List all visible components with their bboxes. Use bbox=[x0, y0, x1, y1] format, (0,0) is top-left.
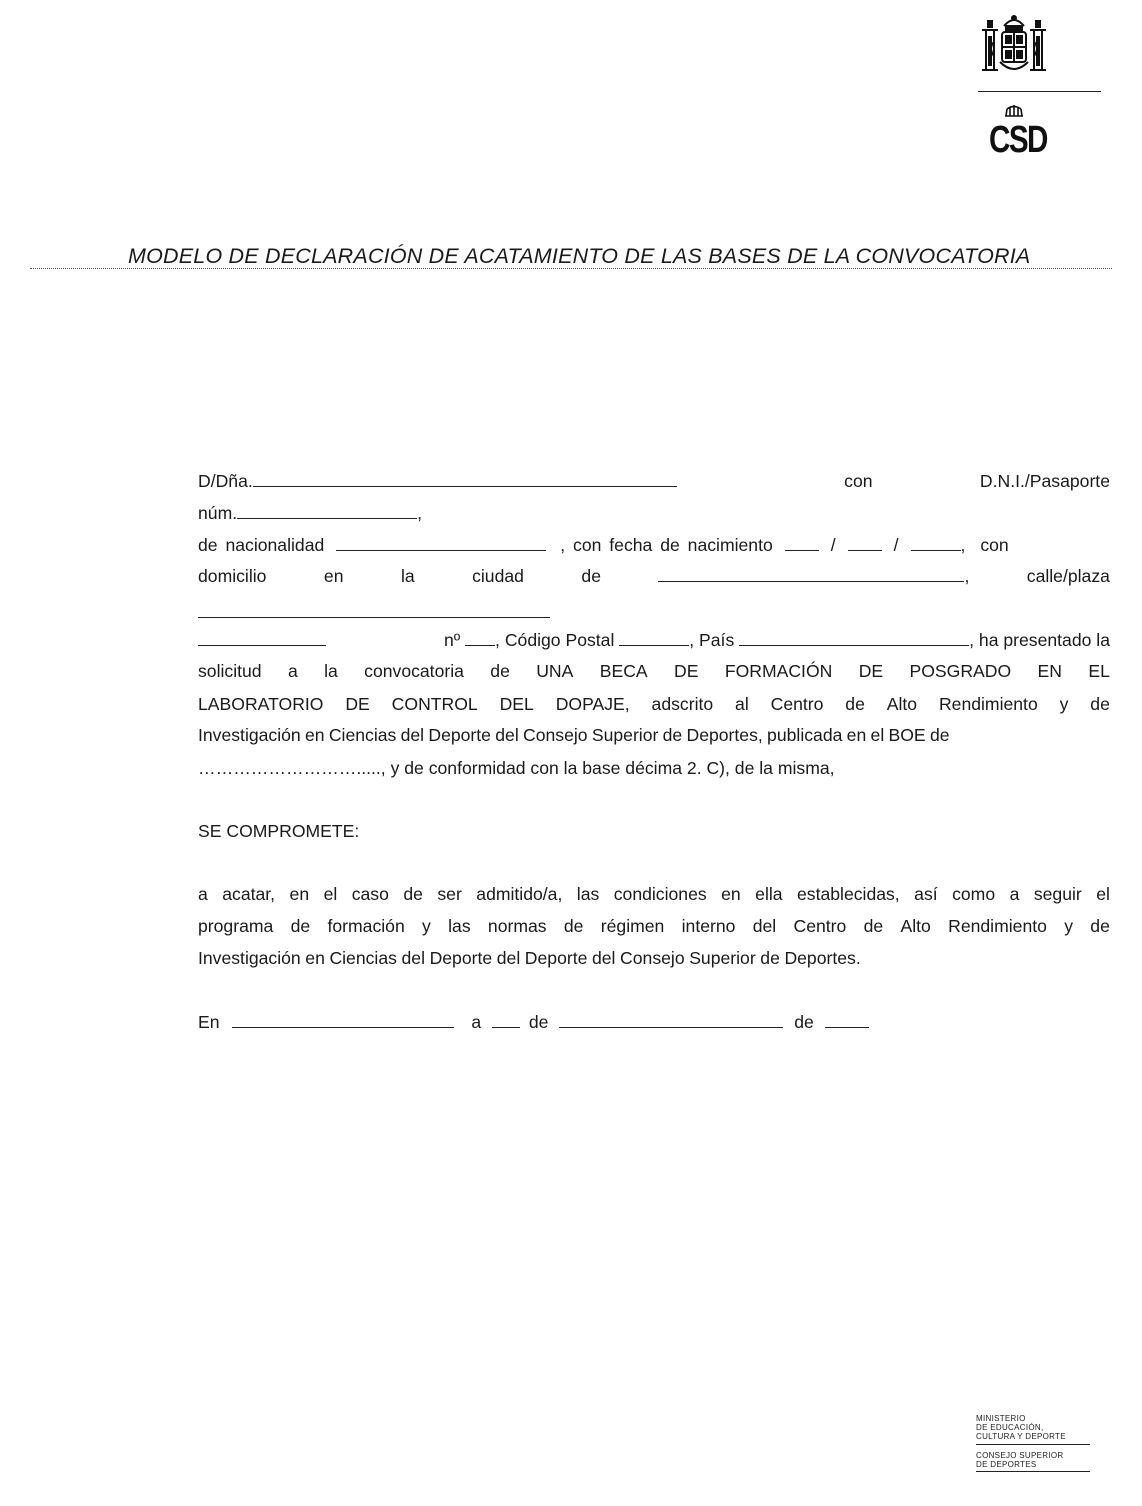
label-birthdate: , con fecha de nacimiento bbox=[560, 535, 773, 555]
word: DE bbox=[674, 661, 699, 681]
title-rule bbox=[30, 268, 1112, 269]
word: convocatoria bbox=[364, 661, 464, 681]
label-submitted: , ha presentado la bbox=[969, 630, 1110, 650]
word: establecidas, bbox=[797, 884, 900, 904]
word: al bbox=[735, 694, 749, 714]
word: seguir bbox=[1033, 884, 1082, 904]
birth-year-field[interactable] bbox=[911, 536, 961, 551]
word: EN bbox=[1037, 661, 1062, 681]
word: CONTROL bbox=[391, 694, 478, 714]
word: acatar, bbox=[222, 884, 276, 904]
label-num: núm. bbox=[198, 503, 238, 523]
word: el bbox=[323, 884, 338, 904]
word: Centro bbox=[793, 916, 847, 936]
street-field-continued[interactable] bbox=[198, 631, 326, 646]
word: Centro bbox=[770, 694, 824, 714]
word: LABORATORIO bbox=[198, 694, 324, 714]
word: ella bbox=[755, 884, 783, 904]
footer-rule bbox=[976, 1471, 1090, 1472]
word: la bbox=[324, 661, 338, 681]
word: así bbox=[914, 884, 938, 904]
word: de bbox=[1090, 916, 1110, 936]
postal-code-field[interactable] bbox=[619, 631, 689, 646]
month-field[interactable] bbox=[559, 1013, 783, 1028]
street-field[interactable] bbox=[198, 602, 550, 618]
word: de bbox=[403, 884, 423, 904]
word: Rendimiento bbox=[938, 694, 1038, 714]
label-name: D/Dña. bbox=[198, 471, 253, 491]
word: del bbox=[752, 916, 777, 936]
footer-text: DE DEPORTES bbox=[976, 1460, 1037, 1469]
label-de: de bbox=[528, 1012, 549, 1032]
text-line: Investigación en Ciencias del Deporte del Consejo Superior de Deportes, publicada en el BOE de bbox=[198, 725, 950, 745]
slash: / bbox=[893, 535, 899, 555]
word: formación bbox=[327, 916, 405, 936]
commitment-line: Investigación en Ciencias del Deporte del Deporte del Consejo Superior de Deportes. bbox=[198, 948, 861, 968]
word: y bbox=[422, 916, 431, 936]
slash: / bbox=[830, 535, 836, 555]
word: Rendimiento bbox=[948, 916, 1047, 936]
word: adscrito bbox=[651, 694, 714, 714]
csd-logo: CSD bbox=[989, 119, 1047, 161]
commitment-line bbox=[198, 916, 1110, 940]
word: de bbox=[290, 916, 311, 936]
form-line-postal bbox=[198, 630, 1110, 654]
comma: , bbox=[964, 566, 970, 586]
day-field[interactable] bbox=[492, 1013, 520, 1028]
word: de bbox=[845, 694, 865, 714]
word: el bbox=[1096, 884, 1110, 904]
label-en: En bbox=[198, 1012, 220, 1032]
word: a bbox=[1009, 884, 1020, 904]
label-id: D.N.I./Pasaporte bbox=[979, 471, 1110, 491]
word: las bbox=[576, 884, 600, 904]
crown-icon bbox=[1003, 104, 1025, 118]
word: ciudad bbox=[472, 566, 524, 586]
boe-date-field[interactable]: ………………………....., bbox=[198, 758, 386, 778]
word: a bbox=[198, 884, 208, 904]
label-a: a bbox=[471, 1012, 482, 1032]
word: en bbox=[289, 884, 310, 904]
year-field[interactable] bbox=[825, 1013, 869, 1028]
word: FORMACIÓN bbox=[724, 661, 833, 681]
ministry-block bbox=[976, 1414, 1090, 1472]
word: caso bbox=[351, 884, 389, 904]
document-title: MODELO DE DECLARACIÓN DE ACATAMIENTO DE LAS BASES DE LA CONVOCATORIA bbox=[128, 244, 1031, 268]
text-line bbox=[198, 694, 1110, 718]
word: en bbox=[721, 884, 741, 904]
word: de bbox=[863, 916, 884, 936]
label-de: de bbox=[794, 1012, 814, 1032]
word: domicilio bbox=[198, 566, 267, 586]
nationality-field[interactable] bbox=[336, 536, 546, 551]
form-line-city bbox=[198, 566, 1110, 590]
label-postal-code: , Código Postal bbox=[495, 630, 615, 650]
word: Alto bbox=[900, 916, 931, 936]
place-field[interactable] bbox=[232, 1013, 454, 1028]
id-number-field[interactable] bbox=[237, 504, 417, 519]
label-con-end: , con bbox=[960, 535, 1009, 555]
label-street: calle/plaza bbox=[1026, 566, 1110, 586]
word: UNA bbox=[536, 661, 574, 681]
form-line-nationality bbox=[198, 535, 1110, 559]
word: de bbox=[581, 566, 601, 586]
word: de bbox=[1090, 694, 1110, 714]
commitment-line bbox=[198, 884, 1110, 908]
city-field[interactable] bbox=[658, 567, 964, 582]
word: DE bbox=[345, 694, 370, 714]
word: POSGRADO bbox=[909, 661, 1012, 681]
footer-text: CONSEJO SUPERIOR bbox=[976, 1451, 1064, 1460]
header-divider bbox=[978, 91, 1101, 92]
word: DE bbox=[858, 661, 884, 681]
footer-text: CULTURA Y DEPORTE bbox=[976, 1432, 1066, 1441]
word: condiciones bbox=[613, 884, 707, 904]
word: EL bbox=[1088, 661, 1110, 681]
word: normas bbox=[487, 916, 547, 936]
footer-text: MINISTERIO bbox=[976, 1414, 1026, 1423]
form-line-num bbox=[198, 503, 1110, 527]
word: ser bbox=[437, 884, 462, 904]
word: DEL bbox=[499, 694, 534, 714]
label-country: , País bbox=[689, 630, 735, 650]
spanish-coat-of-arms-icon bbox=[978, 12, 1050, 80]
word: programa bbox=[198, 916, 274, 936]
label-no: nº bbox=[443, 630, 461, 650]
comma: , bbox=[417, 503, 423, 523]
word: régimen bbox=[600, 916, 665, 936]
commitment-heading: SE COMPROMETE: bbox=[198, 821, 360, 841]
text-line-boe bbox=[198, 758, 835, 779]
text: y de conformidad con la base décima 2. C), de la misma, bbox=[385, 758, 835, 778]
word: en bbox=[323, 566, 344, 586]
footer-rule bbox=[976, 1444, 1090, 1445]
label-nationality: de nacionalidad bbox=[198, 535, 325, 555]
word: como bbox=[952, 884, 996, 904]
word: y bbox=[1059, 694, 1069, 714]
word: a bbox=[287, 661, 298, 681]
street-number-field[interactable] bbox=[465, 631, 495, 646]
name-field[interactable] bbox=[253, 472, 677, 487]
word: solicitud bbox=[198, 661, 262, 681]
word: de bbox=[490, 661, 510, 681]
form-line-name bbox=[198, 471, 1110, 495]
place-date-line bbox=[198, 1012, 869, 1033]
word: y bbox=[1064, 916, 1073, 936]
word: la bbox=[400, 566, 415, 586]
birth-month-field[interactable] bbox=[848, 536, 882, 551]
text-line bbox=[198, 661, 1110, 685]
word: BECA bbox=[599, 661, 648, 681]
label-con: con bbox=[844, 471, 873, 491]
birth-day-field[interactable] bbox=[785, 536, 819, 551]
word: Alto bbox=[886, 694, 918, 714]
word: interno bbox=[681, 916, 736, 936]
word: de bbox=[563, 916, 584, 936]
word: admitido/a, bbox=[476, 884, 563, 904]
word: DOPAJE, bbox=[555, 694, 630, 714]
country-field[interactable] bbox=[739, 631, 969, 646]
word: las bbox=[448, 916, 471, 936]
footer-text: DE EDUCACIÓN, bbox=[976, 1423, 1044, 1432]
